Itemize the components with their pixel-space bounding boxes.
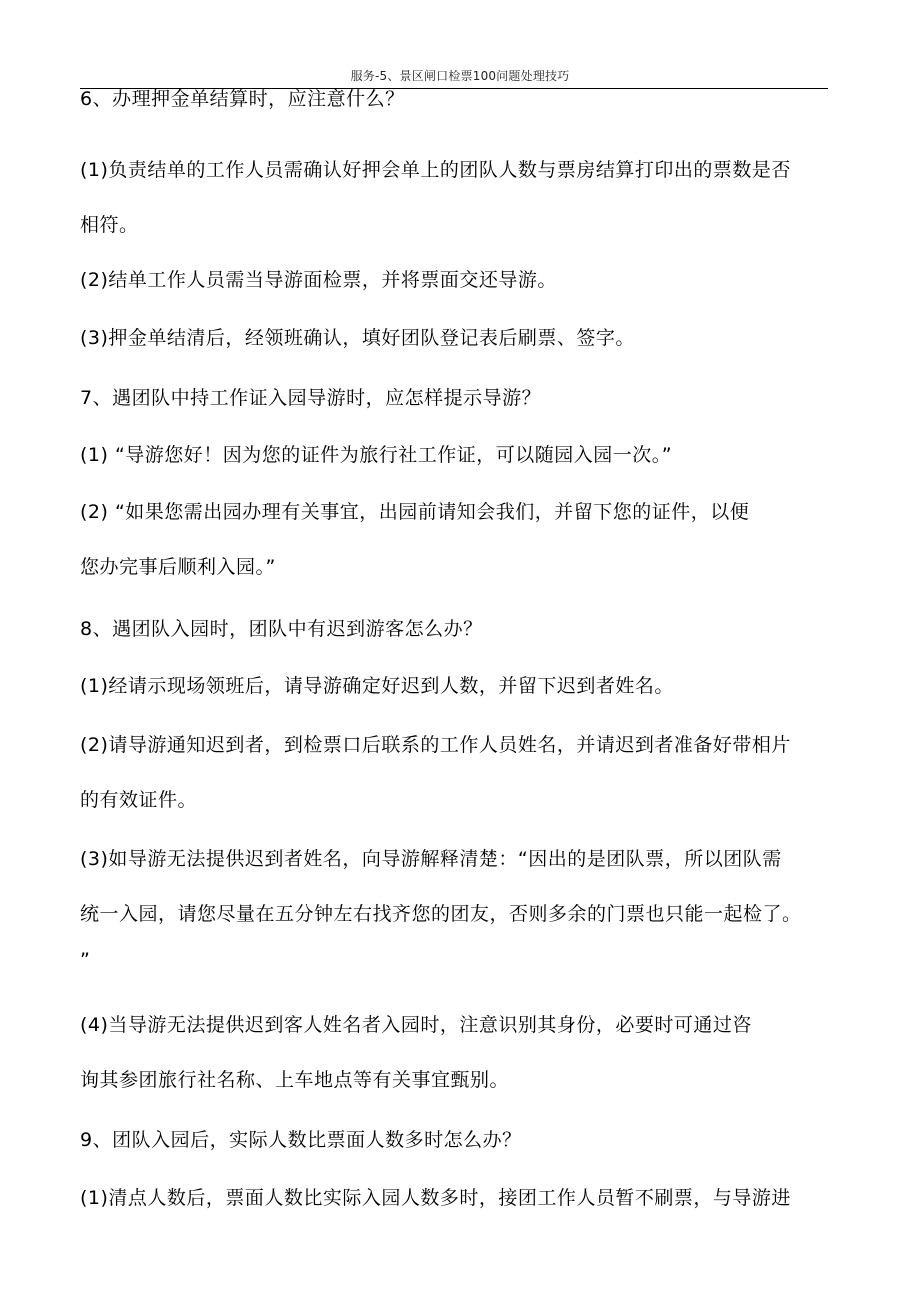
q8-item-4-cont: 询其参团旅行社名称、上车地点等有关事宜甄别。 (80, 1069, 510, 1091)
q7-item-1: (1) “导游您好！因为您的证件为旅行社工作证，可以随园入园一次。” (80, 444, 673, 466)
q6-item-1-cont: 相符。 (80, 214, 139, 236)
q7-item-2-cont: 您办完事后顺利入园。” (80, 556, 276, 578)
q9-item-1: (1)清点人数后，票面人数比实际入园人数多时，接团工作人员暂不刷票，与导游进 (80, 1187, 791, 1209)
q8-item-3-close-quote: ” (80, 949, 91, 971)
q8-item-1: (1)经请示现场领班后，请导游确定好迟到人数，并留下迟到者姓名。 (80, 675, 674, 697)
q8-item-2: (2)请导游通知迟到者，到检票口后联系的工作人员姓名，并请迟到者准备好带相片 (80, 734, 791, 756)
q8-item-2-cont: 的有效证件。 (80, 789, 198, 811)
question-9-heading: 9、团队入园后，实际人数比票面人数多时怎么办？ (80, 1129, 522, 1151)
q7-item-2: (2) “如果您需出园办理有关事宜，出园前请知会我们，并留下您的证件，以便 (80, 501, 750, 523)
running-header: 服务-5、景区闸口检票100问题处理技巧 (350, 69, 570, 83)
question-8-heading: 8、遇团队入园时，团队中有迟到游客怎么办？ (80, 618, 483, 640)
q8-item-3: (3)如导游无法提供迟到者姓名，向导游解释清楚：“因出的是团队票，所以团队需 (80, 848, 782, 870)
q6-item-3: (3)押金单结清后，经领班确认，填好团队登记表后刷票、签字。 (80, 327, 635, 349)
question-6-heading: 6、办理押金单结算时，应注意什么？ (80, 88, 405, 110)
question-7-heading: 7、遇团队中持工作证入园导游时，应怎样提示导游？ (80, 387, 542, 409)
q6-item-1: (1)负责结单的工作人员需确认好押会单上的团队人数与票房结算打印出的票数是否 (80, 159, 791, 181)
q8-item-3-cont: 统一入园，请您尽量在五分钟左右找齐您的团友，否则多余的门票也只能一起检了。 (80, 903, 802, 925)
q8-item-4: (4)当导游无法提供迟到客人姓名者入园时，注意识别其身份，必要时可通过咨 (80, 1014, 752, 1036)
q6-item-2: (2)结单工作人员需当导游面检票，并将票面交还导游。 (80, 269, 557, 291)
